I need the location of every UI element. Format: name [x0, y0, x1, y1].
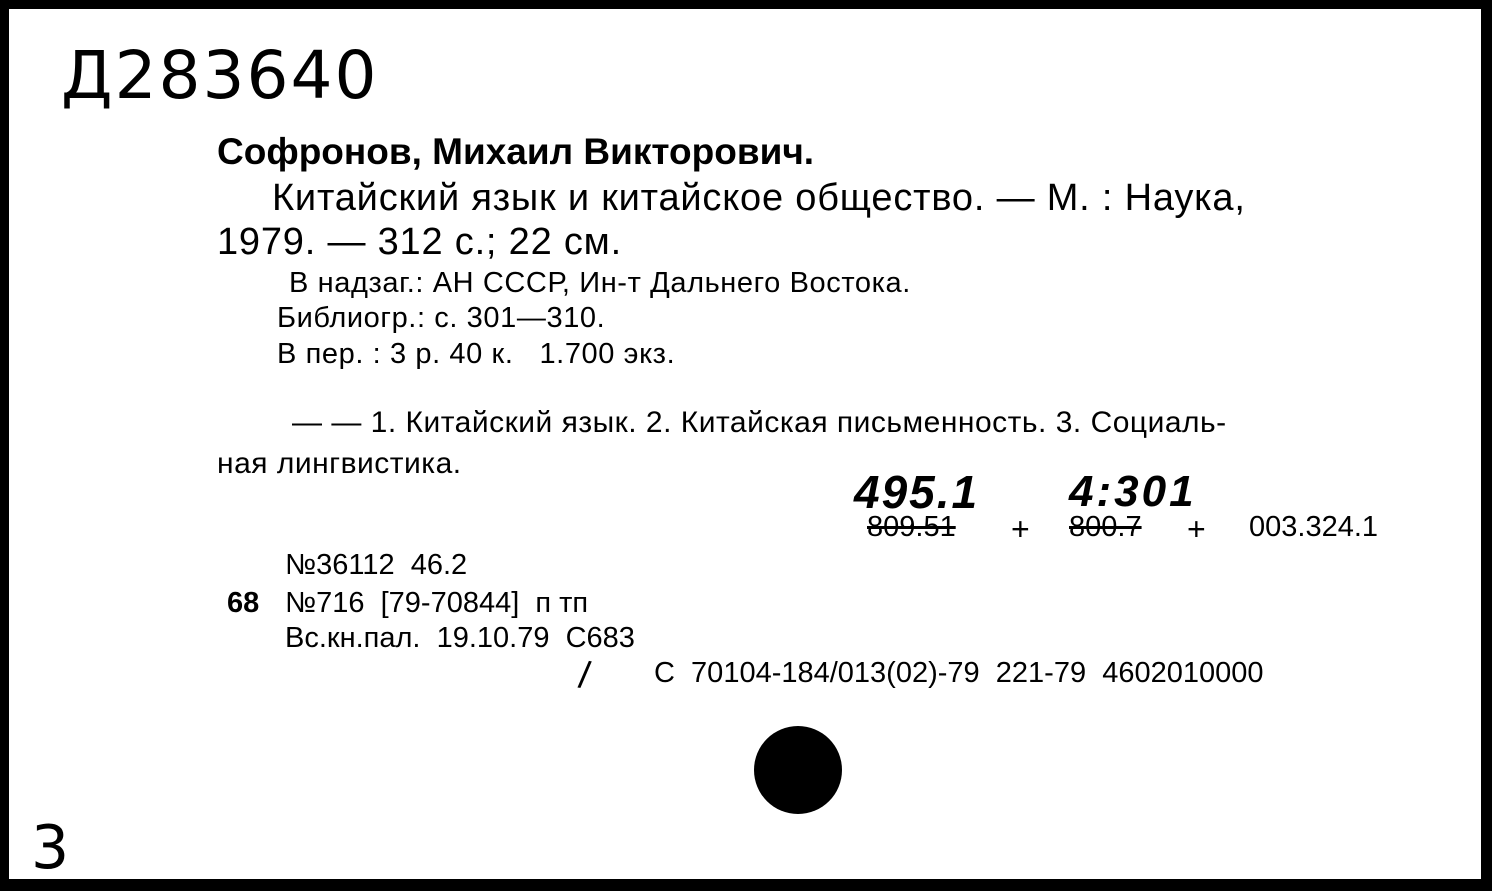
printed-class-2-struck: 800.7 [1069, 511, 1142, 543]
author-heading: Софронов, Михаил Викторович. [217, 131, 815, 172]
subjects-line-2: ная лингвистика. [217, 447, 462, 480]
catalog-card [6, 6, 1484, 882]
code-line-2-prefix: 68 [227, 587, 260, 619]
handwritten-class-2: 4:301 [1069, 467, 1197, 516]
slash-mark: / [576, 654, 593, 698]
filing-hole-dot [754, 726, 842, 814]
note-header: В надзаг.: АН СССР, Ин-т Дальнего Востока. [289, 267, 911, 299]
corner-number: 3 [31, 813, 70, 883]
code-line-1: №36112 46.2 [285, 549, 468, 581]
note-price: В пер. : 3 р. 40 к. 1.700 экз. [277, 338, 676, 370]
subjects-line-1: — — 1. Китайский язык. 2. Китайская письменность. 3. Социаль- [292, 406, 1227, 439]
printed-class-3: 003.324.1 [1249, 511, 1379, 543]
plus-sign-2: + [1187, 511, 1206, 547]
inventory-number: Д283640 [61, 37, 379, 114]
code-line-3: Вс.кн.пал. 19.10.79 С683 [285, 622, 635, 654]
printed-class-1-struck: 809.51 [867, 511, 956, 543]
plus-sign-1: + [1011, 511, 1030, 547]
title-line-2: 1979. — 312 с.; 22 см. [217, 221, 622, 263]
handwritten-class-1: 495.1 [854, 466, 980, 518]
code-line-2: №716 [79-70844] п тп [285, 587, 589, 619]
code-line-4: С 70104-184/013(02)-79 221-79 4602010000 [654, 657, 1264, 689]
note-bibliography: Библиогр.: с. 301—310. [277, 302, 606, 334]
title-line-1: Китайский язык и китайское общество. — М. : Наука, [272, 177, 1246, 219]
